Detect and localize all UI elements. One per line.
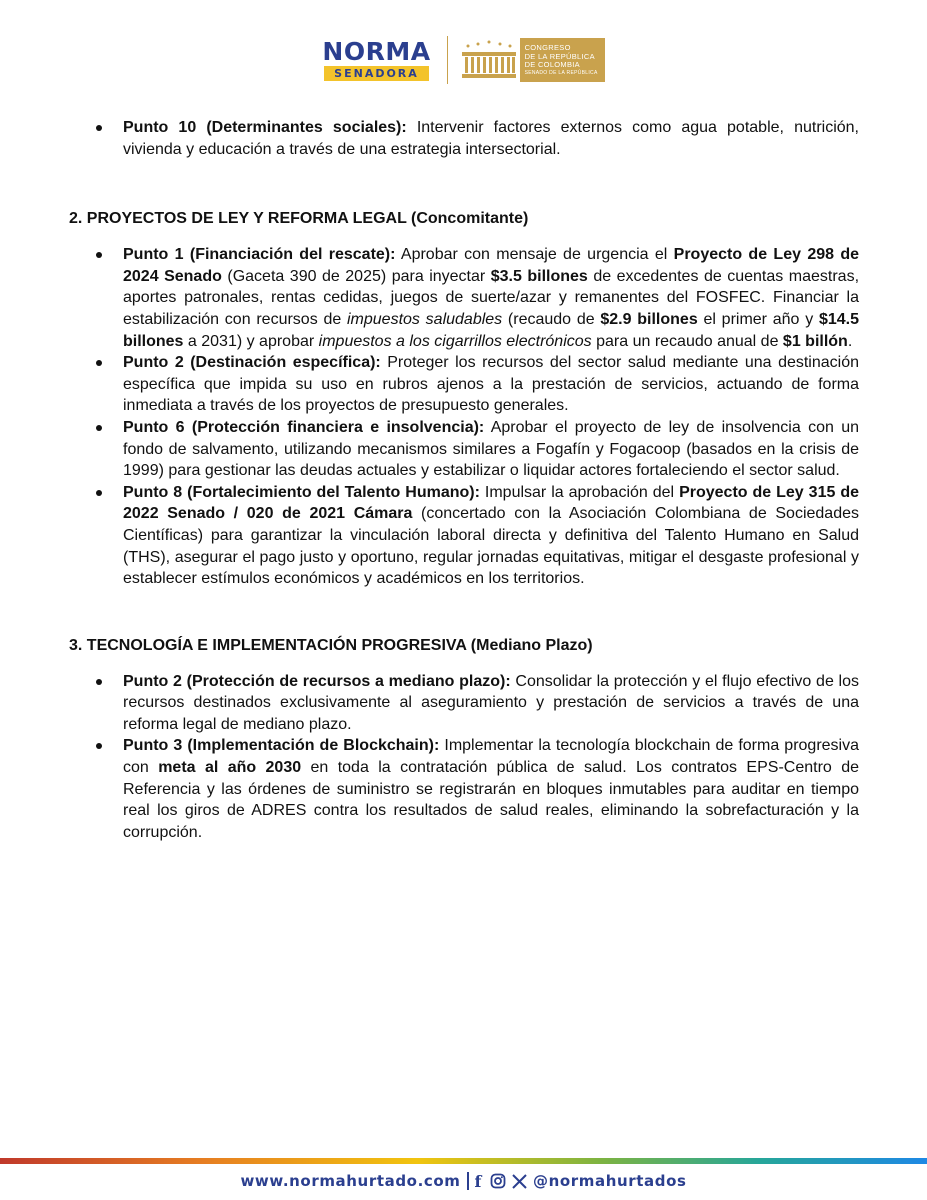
bullet-icon xyxy=(96,490,102,496)
congreso-label: CONGRESO DE LA REPÚBLICA DE COLOMBIA SENADO DE LA REPÚBLICA xyxy=(520,38,605,82)
bullet-icon xyxy=(96,679,102,685)
page-header xyxy=(0,32,927,88)
brand-name: NORMA xyxy=(322,37,431,66)
section-3-list xyxy=(69,671,859,844)
page-footer xyxy=(0,1168,927,1194)
facebook-icon[interactable]: f xyxy=(474,1171,482,1191)
list-item: Punto 1 (Financiación del rescate): Aprobar con mensaje de urgencia el Proyecto de Ley 298 de 2024 Senado (Gaceta 390 de 2025) para inyectar $3.5 billones de excedentes de cuentas maestras, aportes patronales, rentas cedidas, juegos de suerte/azar y remanentes del FOSFEC. Financiar la estabilización con recursos de impuestos saludables (recaudo de $2.9 billones el primer año y $14.5 billones a 2031) y aprobar impuestos a los cigarrillos electrónicos para un recaudo anual de $1 billón. xyxy=(69,244,859,352)
instagram-icon[interactable] xyxy=(490,1173,506,1189)
section-heading: 2. PROYECTOS DE LEY Y REFORMA LEGAL (Concomitante) xyxy=(69,210,529,228)
norma-senadora-logo xyxy=(322,39,430,81)
section-2-list xyxy=(69,244,859,590)
list-item: Punto 10 (Determinantes sociales): Intervenir factores externos como agua potable, nutrición, vivienda y educación a través de una estrategia intersectorial. xyxy=(69,117,859,160)
document-body xyxy=(69,117,859,843)
footer-color-bar xyxy=(0,1158,927,1164)
section-1-tail-list xyxy=(69,117,859,160)
list-item: Punto 6 (Protección financiera e insolvencia): Aprobar el proyecto de ley de insolvencia con un fondo de salvamento, utilizando mecanismos similares a Fogafín y Fogacoop (basados en la crisis de 1999) para gestionar las deudas actuales y estabilizar o liquidar actores fortaleciendo el sector salud. xyxy=(69,417,859,482)
website-link[interactable]: www.normahurtado.com xyxy=(240,1172,461,1190)
bullet-icon xyxy=(96,125,102,131)
footer-divider xyxy=(467,1172,469,1190)
x-icon[interactable] xyxy=(512,1174,527,1189)
bullet-icon xyxy=(96,252,102,258)
list-item: Punto 2 (Protección de recursos a mediano plazo): Consolidar la protección y el flujo efectivo de los recursos destinados exclusivamente al aseguramiento y prestación de servicios a través de una reforma legal de mediano plazo. xyxy=(69,671,859,736)
section-heading: 3. TECNOLOGÍA E IMPLEMENTACIÓN PROGRESIVA (Mediano Plazo) xyxy=(69,636,593,654)
header-divider xyxy=(447,36,448,84)
list-item: Punto 8 (Fortalecimiento del Talento Humano): Impulsar la aprobación del Proyecto de Ley 315 de 2022 Senado / 020 de 2021 Cámara (concertado con la Asociación Colombiana de Sociedades Científicas) para garantizar la vinculación laboral directa y definitiva del Talento Humano en Salud (THS), asegurar el pago justo y oportuno, regular jornadas equitativas, mitigar el desgaste profesional y establecer estímulos económicos y académicos en los territorios. xyxy=(69,482,859,590)
brand-role: SENADORA xyxy=(324,66,429,81)
bullet-icon xyxy=(96,425,102,431)
list-item: Punto 2 (Destinación específica): Proteger los recursos del sector salud mediante una destinación específica que impida su uso en rubros ajenos a la prestación de servicios, actuando de forma inmediata a través de los proyectos de presupuesto generales. xyxy=(69,352,859,417)
congreso-logo xyxy=(458,38,605,82)
bullet-icon xyxy=(96,743,102,749)
list-item: Punto 3 (Implementación de Blockchain): Implementar la tecnología blockchain de forma progresiva con meta al año 2030 en toda la contratación pública de salud. Los contratos EPS-Centro de Referencia y las órdenes de suministro se registrarán en bloques inmutables para auditar en tiempo real los giros de ADRES contra los resultados de salud reales, eliminando la sobrefacturación y la corrupción. xyxy=(69,735,859,843)
capitol-building-icon xyxy=(458,38,520,82)
social-handle[interactable]: @normahurtados xyxy=(532,1172,687,1190)
bullet-icon xyxy=(96,360,102,366)
